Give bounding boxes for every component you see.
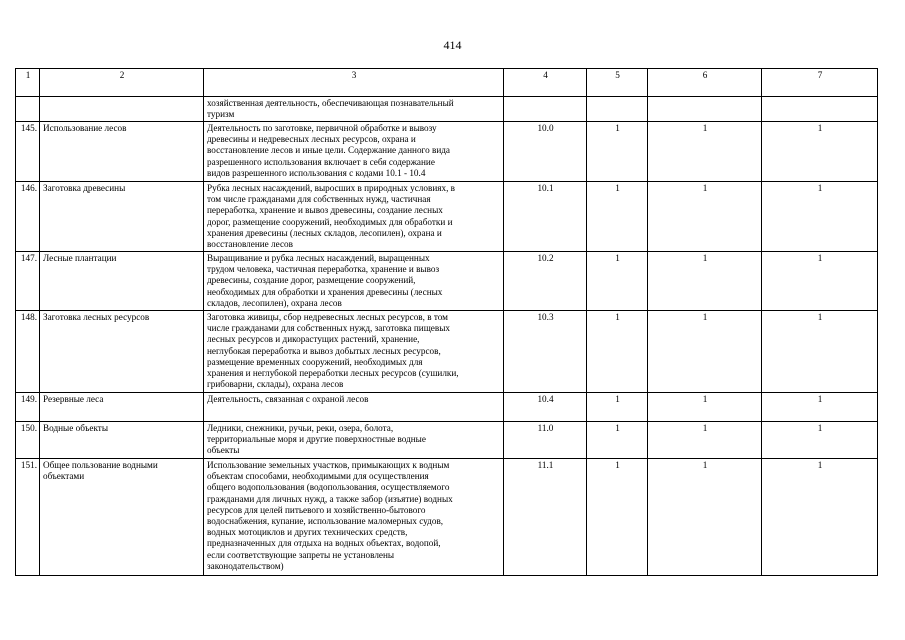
column-header: 4 (504, 69, 587, 97)
row-number: 148. (16, 311, 40, 393)
classifier-code: 10.1 (504, 182, 587, 252)
table-row (16, 459, 878, 576)
land-use-name: Использование лесов (40, 122, 204, 182)
table-row (16, 97, 878, 122)
land-use-name: Заготовка древесины (40, 182, 204, 252)
land-use-name: Водные объекты (40, 422, 204, 459)
row-number: 149. (16, 393, 40, 422)
zone-value-col5: 1 (587, 122, 648, 182)
table-row (16, 182, 878, 252)
zone-value-col5 (587, 97, 648, 122)
classifier-code: 10.2 (504, 252, 587, 311)
land-use-name: Общее пользование водными объектами (40, 459, 204, 576)
zone-value-col5: 1 (587, 459, 648, 576)
table-row (16, 252, 878, 311)
zone-value-col7: 1 (762, 422, 878, 459)
zone-value-col6: 1 (648, 252, 762, 311)
zone-value-col5: 1 (587, 393, 648, 422)
zone-value-col7: 1 (762, 182, 878, 252)
land-use-description: Деятельность, связанная с охраной лесов (204, 393, 504, 422)
land-use-description: Выращивание и рубка лесных насаждений, выращенных трудом человека, частичная переработка, хранение и вывоз древесины, создание дорог, размещение сооружений, необходимых для обработки и хранения древесины (лесных складов, лесопилен), охрана лесов (204, 252, 504, 311)
zone-value-col7: 1 (762, 122, 878, 182)
table-row (16, 393, 878, 422)
zone-value-col7: 1 (762, 252, 878, 311)
zone-value-col6: 1 (648, 393, 762, 422)
zone-value-col7: 1 (762, 459, 878, 576)
classifier-code (504, 97, 587, 122)
land-use-description: Использование земельных участков, примыкающих к водным объектам способами, необходимыми для осуществления общего водопользования (водопользования, осуществляемого гражданами для личных нужд, а также забор (изъятие) водных ресурсов для целей питьевого и хозяйственно-бытового водоснабжения, купание, использование маломерных судов, водных мотоциклов и других технических средств, предназначенных для отдыха на водных объектах, водопой, если соответствующие запреты не установлены законодательством) (204, 459, 504, 576)
zone-value-col6: 1 (648, 122, 762, 182)
row-number: 151. (16, 459, 40, 576)
land-use-name: Лесные плантации (40, 252, 204, 311)
zone-value-col6 (648, 97, 762, 122)
zone-value-col6: 1 (648, 459, 762, 576)
page-number: 414 (443, 38, 462, 52)
land-use-table (15, 68, 878, 576)
row-number (16, 97, 40, 122)
column-header: 3 (204, 69, 504, 97)
zone-value-col7: 1 (762, 393, 878, 422)
classifier-code: 11.1 (504, 459, 587, 576)
column-header: 6 (648, 69, 762, 97)
zone-value-col6: 1 (648, 311, 762, 393)
zone-value-col7 (762, 97, 878, 122)
zone-value-col5: 1 (587, 422, 648, 459)
land-use-description: Заготовка живицы, сбор недревесных лесных ресурсов, в том числе гражданами для собственных нужд, заготовка пищевых лесных ресурсов и дикорастущих растений, хранение, неглубокая переработка и вывоз добытых лесных ресурсов, размещение временных сооружений, необходимых для хранения и неглубокой переработки лесных ресурсов (сушилки, грибоварни, склады), охрана лесов (204, 311, 504, 393)
column-header: 5 (587, 69, 648, 97)
land-use-description: Деятельность по заготовке, первичной обработке и вывозу древесины и недревесных лесных ресурсов, охрана и восстановление лесов и иные цели. Содержание данного вида разрешенного использования включает в себя содержание видов разрешенного использования с кодами 10.1 - 10.4 (204, 122, 504, 182)
table-row (16, 311, 878, 393)
column-header: 7 (762, 69, 878, 97)
column-number-row (16, 69, 878, 97)
land-use-description: Ледники, снежники, ручьи, реки, озера, болота, территориальные моря и другие поверхностные водные объекты (204, 422, 504, 459)
column-header: 2 (40, 69, 204, 97)
zone-value-col5: 1 (587, 182, 648, 252)
classifier-code: 10.4 (504, 393, 587, 422)
zone-value-col6: 1 (648, 422, 762, 459)
table-row (16, 122, 878, 182)
row-number: 147. (16, 252, 40, 311)
land-use-name: Резервные леса (40, 393, 204, 422)
classifier-code: 10.0 (504, 122, 587, 182)
land-use-name (40, 97, 204, 122)
row-number: 146. (16, 182, 40, 252)
land-use-description: хозяйственная деятельность, обеспечивающая познавательный туризм (204, 97, 504, 122)
classifier-code: 10.3 (504, 311, 587, 393)
zone-value-col5: 1 (587, 252, 648, 311)
table-row (16, 422, 878, 459)
zone-value-col6: 1 (648, 182, 762, 252)
zone-value-col7: 1 (762, 311, 878, 393)
land-use-name: Заготовка лесных ресурсов (40, 311, 204, 393)
zone-value-col5: 1 (587, 311, 648, 393)
column-header: 1 (16, 69, 40, 97)
classifier-code: 11.0 (504, 422, 587, 459)
row-number: 150. (16, 422, 40, 459)
row-number: 145. (16, 122, 40, 182)
land-use-description: Рубка лесных насаждений, выросших в природных условиях, в том числе гражданами для собственных нужд, частичная переработка, хранение и вывоз древесины, создание лесных дорог, размещение сооружений, необходимых для обработки и хранения древесины (лесных складов, лесопилен), охрана и восстановление лесов (204, 182, 504, 252)
